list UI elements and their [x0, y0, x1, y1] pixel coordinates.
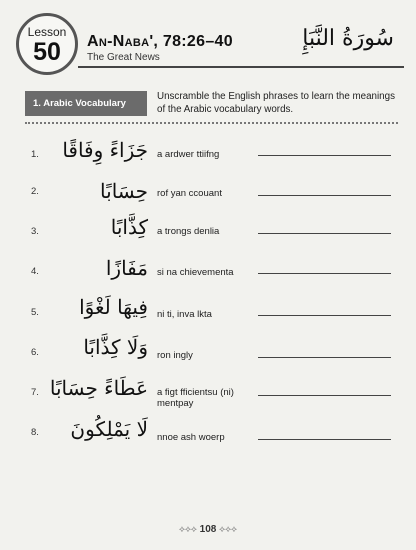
scrambled-phrase: si na chievementa	[157, 267, 234, 278]
item-number: 2.	[31, 186, 39, 197]
arabic-word: فِيهَا لَغْوًا	[79, 295, 148, 319]
vocab-item	[0, 215, 416, 258]
dotted-divider	[25, 122, 398, 124]
item-number: 5.	[31, 307, 39, 318]
item-number: 8.	[31, 427, 39, 438]
arabic-word: جَزَاءً وِفَاقًا	[62, 138, 148, 162]
scrambled-phrase: nnoe ash woerp	[157, 432, 225, 443]
vocab-item	[0, 335, 416, 379]
answer-line[interactable]	[258, 195, 391, 196]
answer-line[interactable]	[258, 395, 391, 396]
arabic-word: كِذَّابًا	[110, 215, 148, 239]
item-number: 6.	[31, 347, 39, 358]
section-instructions: Unscramble the English phrases to learn the meanings of the Arabic vocabulary words.	[157, 91, 395, 115]
item-number: 4.	[31, 266, 39, 277]
arabic-word: عَطَاءً حِسَابًا	[49, 376, 148, 400]
scrambled-phrase: ni ti, inva lkta	[157, 309, 212, 320]
arabic-word: حِسَابًا	[100, 179, 148, 203]
arabic-word: وَلَا كِذَّابًا	[83, 335, 148, 359]
answer-line[interactable]	[258, 155, 391, 156]
surah-title-text: An-Naba', 78:26–40	[87, 33, 233, 50]
lesson-number: 50	[33, 38, 61, 66]
lesson-label: Lesson	[27, 25, 67, 39]
vocab-item	[0, 376, 416, 420]
vocab-item	[0, 179, 416, 219]
arabic-word: مَفَازًا	[105, 256, 148, 280]
page-footer	[0, 524, 416, 535]
vocab-item	[0, 295, 416, 339]
answer-line[interactable]	[258, 315, 391, 316]
item-number: 1.	[31, 149, 39, 160]
arabic-word: لَا يَمْلِكُونَ	[70, 417, 148, 441]
lesson-badge	[16, 13, 78, 75]
vocab-item	[0, 258, 416, 298]
answer-line[interactable]	[258, 357, 391, 358]
answer-line[interactable]	[258, 273, 391, 274]
vocab-item	[0, 138, 416, 178]
vocab-item	[0, 417, 416, 460]
answer-line[interactable]	[258, 233, 391, 234]
scrambled-phrase: a trongs denlia	[157, 226, 220, 237]
scrambled-phrase: ron ingly	[157, 350, 193, 361]
surah-title	[87, 33, 233, 51]
ornament-right-icon: ⟡⟡⟡	[219, 524, 237, 534]
scrambled-phrase: a ardwer ttiifng	[157, 149, 220, 160]
section-title: 1. Arabic Vocabulary	[25, 91, 147, 116]
scrambled-phrase: a figt fficientsu (ni) mentpay	[157, 387, 234, 409]
answer-line[interactable]	[258, 439, 391, 440]
ornament-left-icon: ⟡⟡⟡	[179, 524, 197, 534]
scrambled-phrase: rof yan ccouant	[157, 188, 222, 199]
header-rule	[78, 66, 404, 68]
page-number: 108	[199, 524, 217, 535]
item-number: 3.	[31, 226, 39, 237]
surah-subtitle: The Great News	[87, 52, 160, 63]
surah-arabic-title: سُورَةُ النَّبَإِ	[302, 26, 394, 51]
item-number: 7.	[31, 387, 39, 398]
